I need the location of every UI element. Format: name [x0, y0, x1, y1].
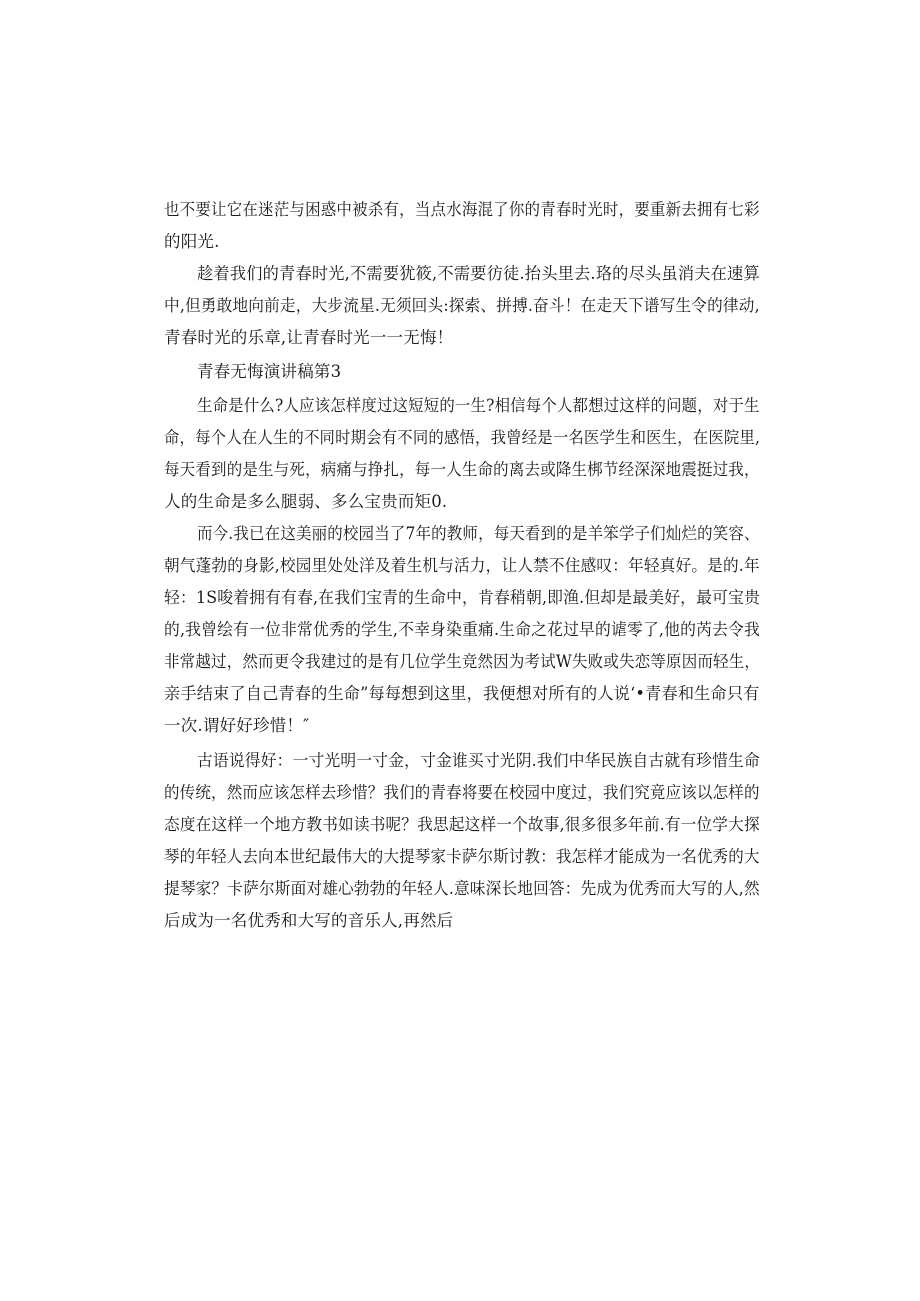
text-line: 也不要让它在迷茫与困惑中被杀有，当点水海混了你的青春时光时，要重新去拥有七彩: [164, 200, 760, 219]
text-line: 轻：1S唆着拥有有春,在我们宝青的生命中，肯春稍朝,即渔.但却是最美好，最可宝贵: [164, 588, 761, 607]
text-line: 人的生命是多么腿弱、多么宝贵而矩0.: [164, 492, 448, 511]
text-line: 中,但勇敢地向前走，大步流星.无须回头:探索、拼搏.奋斗！在走天下谱写生令的律动,: [164, 296, 760, 315]
section-heading: 青春无悔演讲稿第3: [197, 362, 342, 381]
text-line: 青春时光的乐章,让青春时光一一无悔！: [164, 328, 454, 347]
text-line: 的传统，然而应该怎样去珍惜？我们的青春将要在校园中度过，我们究竟应该以怎样的: [164, 783, 760, 802]
text-line: 提琴家？卡萨尔斯面对雄心勃勃的年轻人.意味深长地回答：先成为优秀而大写的人,然: [164, 879, 760, 898]
text-line: 而今.我已在这美丽的校园当了7年的教师，每天看到的是羊笨学子们灿烂的笑容、: [197, 524, 760, 543]
text-line: 的,我曾绘有一位非常优秀的学生,不幸身染重痛.生命之花过早的谑零了,他的芮去令我: [164, 620, 761, 639]
text-line: 命，每个人在人生的不同时期会有不同的感悟，我曾经是一名医学生和医生，在医院里,: [164, 428, 761, 447]
text-line: 趁着我们的青春时光,不需要犹筱,不需要彷徒.抬头里去.珞的尽头虽消夫在速算: [197, 264, 760, 283]
text-line: 非常越过，然而更令我建过的是有几位学生竞然因为考试W失败或失恋等原因而轻生，: [164, 652, 761, 671]
text-line: 朝气蓬勃的身影,校园里处处洋及着生机与活力，让人禁不住感叹：年轻真好。是的.年: [164, 556, 760, 575]
text-line: 亲手结束了自己青春的生命”每每想到这里，我便想对所有的人说‘•青春和生命只有: [164, 684, 760, 703]
text-line: 古语说得好：一寸光明一寸金，寸金谁买寸光阴.我们中华民族自古就有珍惜生命: [197, 751, 760, 770]
text-line: 一次.谓好好珍惜！″: [164, 716, 310, 735]
text-line: 的阳光.: [164, 232, 220, 251]
text-line: 后成为一名优秀和大写的音乐人,再然后: [164, 911, 454, 930]
text-line: 每天看到的是生与死，病痛与挣扎，每一人生命的离去或降生梆节经深深地震挺过我，: [164, 460, 760, 479]
text-line: 琴的年轻人去向本世纪最伟大的大提琴家卡萨尔斯讨教：我怎样才能成为一名优秀的大: [164, 847, 760, 866]
text-line: 态度在这样一个地方教书如读书呢？我思起这样一个故事,很多很多年前.有一位学大探: [164, 815, 760, 834]
text-line: 生命是什么?人应该怎样度过这短短的一生?相信每个人都想过这样的问题，对于生: [197, 396, 760, 415]
